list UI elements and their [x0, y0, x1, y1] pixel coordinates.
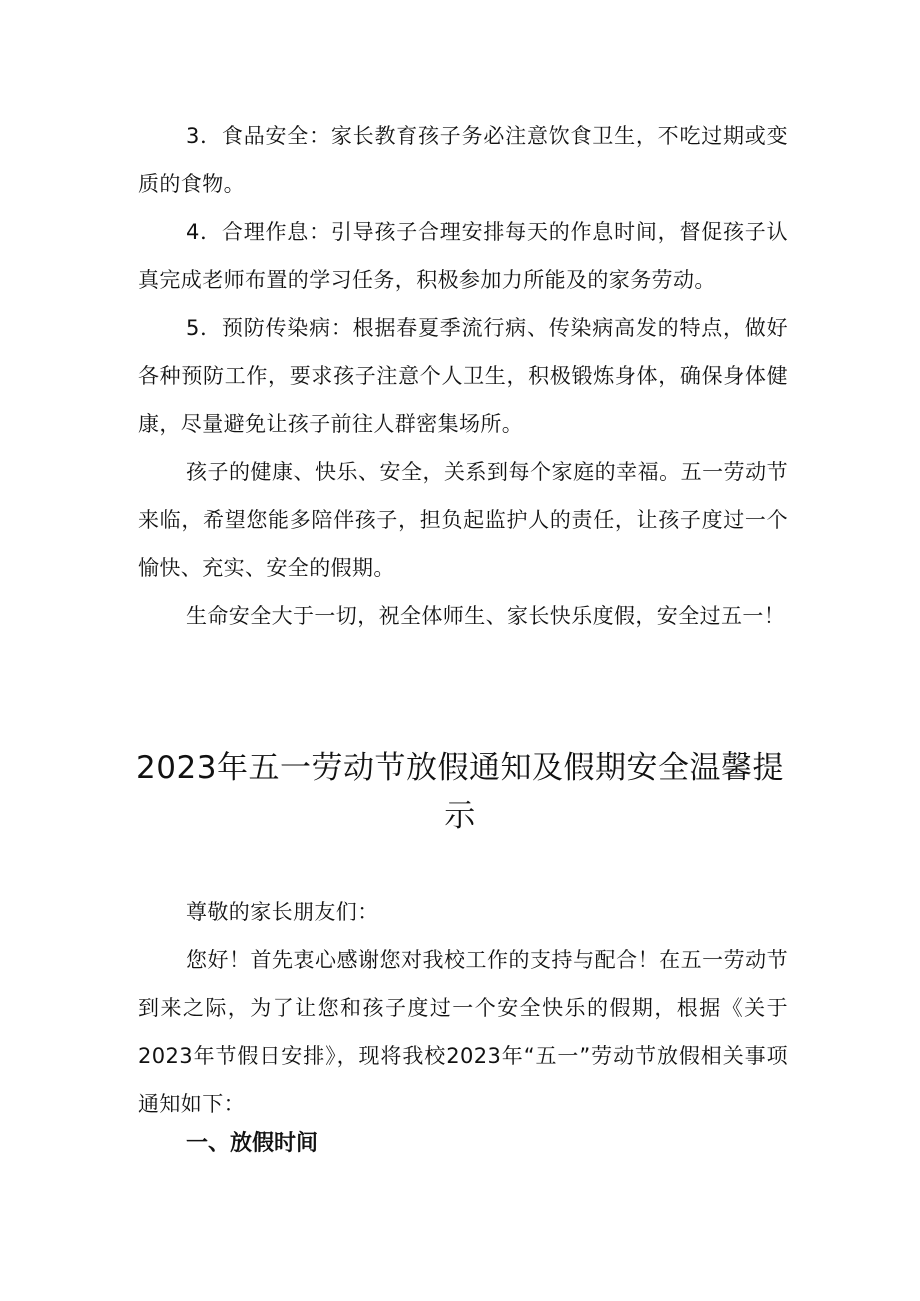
salutation: 尊敬的家长朋友们： [186, 900, 379, 924]
item-food-safety: 3．食品安全：家长教育孩子务必注意饮食卫生，不吃过期或变质的食物。 [138, 124, 788, 196]
item-disease-prevention: 5．预防传染病：根据春夏季流行病、传染病高发的特点，做好各种预防工作，要求孩子注意个人卫生，积极锻炼身体，确保身体健康，尽量避免让孩子前往人群密集场所。 [138, 316, 788, 436]
paragraph-closing: 生命安全大于一切，祝全体师生、家长快乐度假，安全过五一！ [186, 604, 786, 628]
intro-paragraph: 您好！首先衷心感谢您对我校工作的支持与配合！在五一劳动节到来之际，为了让您和孩子度过一个安全快乐的假期，根据《关于2023年节假日安排》，现将我校2023年“五一”劳动节放假相关事项通知如下： [138, 948, 788, 1116]
document-title: 2023年五一劳动节放假通知及假期安全温馨提示 [136, 750, 784, 834]
item-schedule: 4．合理作息：引导孩子合理安排每天的作息时间，督促孩子认真完成老师布置的学习任务，积极参加力所能及的家务劳动。 [138, 220, 788, 292]
section-heading: 一、放假时间 [186, 1131, 319, 1156]
paragraph-happiness: 孩子的健康、快乐、安全，关系到每个家庭的幸福。五一劳动节来临，希望您能多陪伴孩子，担负起监护人的责任，让孩子度过一个愉快、充实、安全的假期。 [138, 460, 788, 580]
